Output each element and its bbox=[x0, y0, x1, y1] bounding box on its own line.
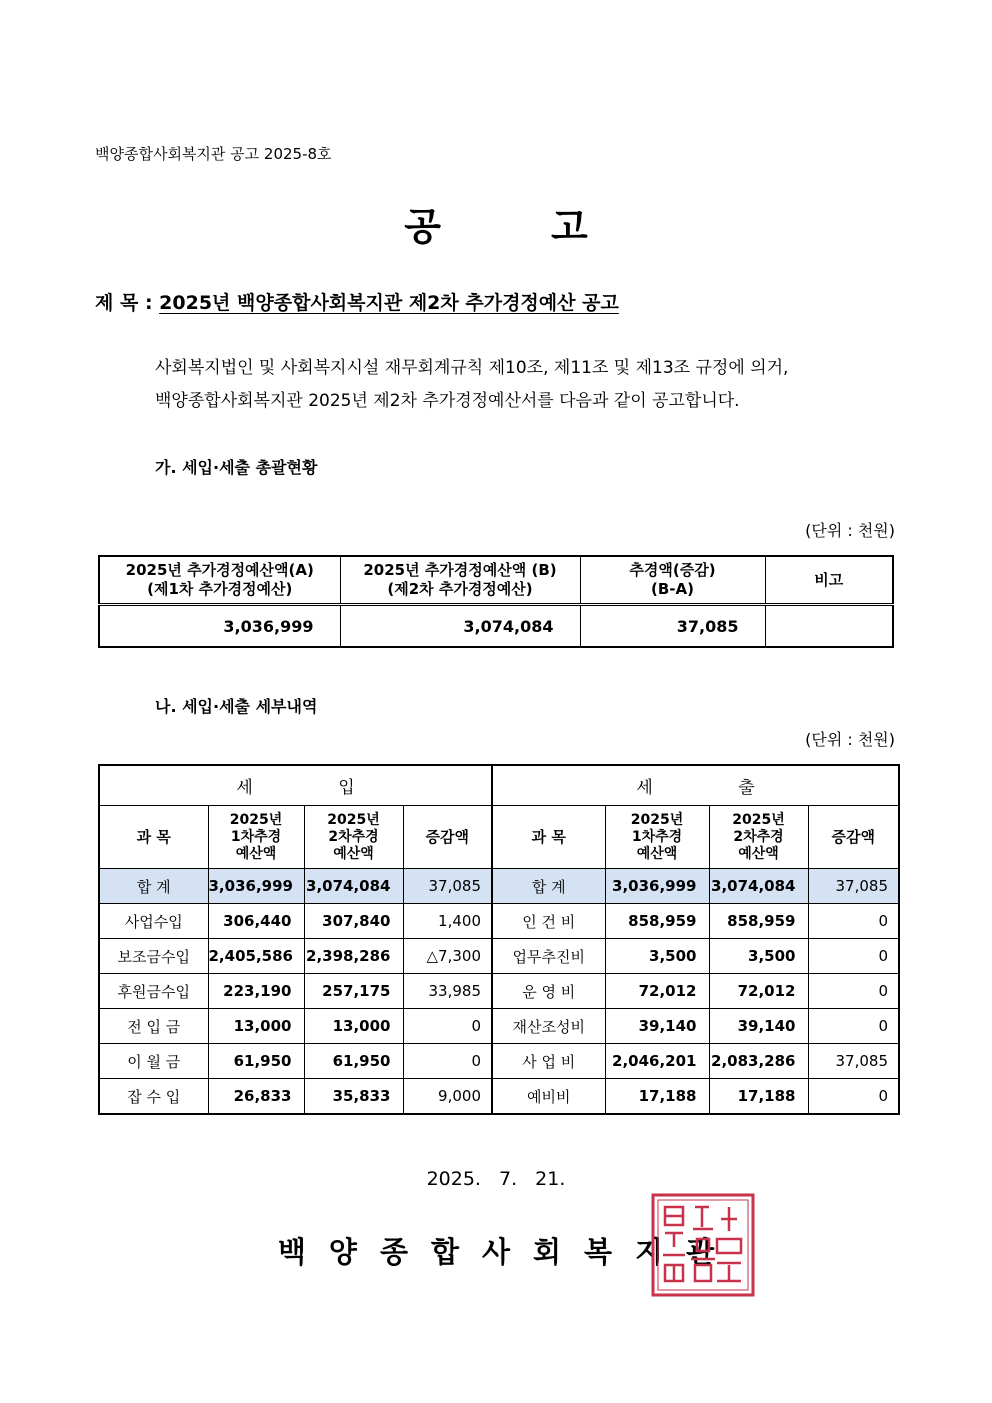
expense-difference: 37,085 bbox=[808, 1044, 899, 1079]
section-b-unit: (단위 : 천원) bbox=[805, 730, 895, 749]
revenue-difference: 0 bbox=[403, 1009, 492, 1044]
summary-value-b: 3,074,084 bbox=[340, 605, 580, 648]
revenue-2nd-budget: 35,833 bbox=[304, 1079, 403, 1115]
expense-2nd-budget: 2,083,286 bbox=[709, 1044, 808, 1079]
expense-category: 운 영 비 bbox=[492, 974, 605, 1009]
expense-2nd-budget: 858,959 bbox=[709, 904, 808, 939]
revenue-category: 보조금수입 bbox=[99, 939, 208, 974]
expense-1st-budget: 2,046,201 bbox=[605, 1044, 709, 1079]
expense-difference: 0 bbox=[808, 904, 899, 939]
summary-value-diff: 37,085 bbox=[580, 605, 765, 648]
section-a-unit: (단위 : 천원) bbox=[805, 521, 895, 540]
revenue-2nd-budget: 2,398,286 bbox=[304, 939, 403, 974]
summary-header-diff: 추경액(증감) (B-A) bbox=[580, 556, 765, 605]
revenue-difference: 1,400 bbox=[403, 904, 492, 939]
revenue-difference: △7,300 bbox=[403, 939, 492, 974]
expense-1st-budget: 3,036,999 bbox=[605, 869, 709, 904]
summary-header-a: 2025년 추가경정예산액(A) (제1차 추가경정예산) bbox=[99, 556, 340, 605]
detail-title-row bbox=[99, 765, 899, 806]
revenue-category: 사업수입 bbox=[99, 904, 208, 939]
expense-difference: 0 bbox=[808, 1079, 899, 1115]
expense-title: 세 출 bbox=[492, 765, 899, 806]
expense-1st-budget: 3,500 bbox=[605, 939, 709, 974]
expense-2nd-budget: 39,140 bbox=[709, 1009, 808, 1044]
revenue-difference: 37,085 bbox=[403, 869, 492, 904]
revenue-1st-budget: 61,950 bbox=[208, 1044, 304, 1079]
expense-col2-header: 2025년 2차추경 예산액 bbox=[709, 806, 808, 869]
revenue-1st-budget: 3,036,999 bbox=[208, 869, 304, 904]
total-row bbox=[99, 869, 899, 904]
revenue-category: 전 입 금 bbox=[99, 1009, 208, 1044]
revenue-category: 후원금수입 bbox=[99, 974, 208, 1009]
table-row bbox=[99, 1079, 899, 1115]
revenue-2nd-budget: 61,950 bbox=[304, 1044, 403, 1079]
section-a-heading: 가. 세입·세출 총괄현황 bbox=[155, 458, 318, 477]
revenue-1st-budget: 13,000 bbox=[208, 1009, 304, 1044]
subject-line bbox=[95, 288, 619, 315]
expense-diff-header: 증감액 bbox=[808, 806, 899, 869]
expense-category: 재산조성비 bbox=[492, 1009, 605, 1044]
table-row bbox=[99, 904, 899, 939]
revenue-category: 잡 수 입 bbox=[99, 1079, 208, 1115]
subject-label: 제 목 : bbox=[95, 292, 153, 314]
page-title: 공고 bbox=[404, 205, 698, 249]
expense-category: 합 계 bbox=[492, 869, 605, 904]
revenue-category-header: 과 목 bbox=[99, 806, 208, 869]
revenue-1st-budget: 26,833 bbox=[208, 1079, 304, 1115]
revenue-category: 합 계 bbox=[99, 869, 208, 904]
summary-header-b: 2025년 추가경정예산액 (B) (제2차 추가경정예산) bbox=[340, 556, 580, 605]
notice-number: 백양종합사회복지관 공고 2025-8호 bbox=[95, 145, 332, 163]
expense-category: 사 업 비 bbox=[492, 1044, 605, 1079]
expense-2nd-budget: 3,074,084 bbox=[709, 869, 808, 904]
notice-date: 2025. 7. 21. bbox=[426, 1168, 566, 1190]
expense-1st-budget: 72,012 bbox=[605, 974, 709, 1009]
expense-category: 업무추진비 bbox=[492, 939, 605, 974]
expense-2nd-budget: 72,012 bbox=[709, 974, 808, 1009]
expense-category: 예비비 bbox=[492, 1079, 605, 1115]
expense-1st-budget: 39,140 bbox=[605, 1009, 709, 1044]
summary-value-row bbox=[99, 605, 893, 648]
expense-difference: 37,085 bbox=[808, 869, 899, 904]
expense-difference: 0 bbox=[808, 939, 899, 974]
body-paragraph bbox=[155, 352, 895, 418]
table-row bbox=[99, 939, 899, 974]
revenue-col1-header: 2025년 1차추경 예산액 bbox=[208, 806, 304, 869]
revenue-difference: 0 bbox=[403, 1044, 492, 1079]
body-line-1: 사회복지법인 및 사회복지시설 재무회계규칙 제10조, 제11조 및 제13조 규정에 의거, bbox=[155, 358, 789, 378]
revenue-col2-header: 2025년 2차추경 예산액 bbox=[304, 806, 403, 869]
revenue-difference: 33,985 bbox=[403, 974, 492, 1009]
revenue-1st-budget: 306,440 bbox=[208, 904, 304, 939]
body-line-2: 백양종합사회복지관 2025년 제2차 추가경정예산서를 다음과 같이 공고합니다. bbox=[155, 391, 740, 411]
detail-header-row bbox=[99, 806, 899, 869]
summary-value-a: 3,036,999 bbox=[99, 605, 340, 648]
revenue-category: 이 월 금 bbox=[99, 1044, 208, 1079]
revenue-1st-budget: 2,405,586 bbox=[208, 939, 304, 974]
summary-table bbox=[98, 555, 894, 648]
table-row bbox=[99, 1009, 899, 1044]
expense-difference: 0 bbox=[808, 974, 899, 1009]
detail-table bbox=[98, 764, 900, 1115]
expense-2nd-budget: 17,188 bbox=[709, 1079, 808, 1115]
subject-text: 2025년 백양종합사회복지관 제2차 추가경정예산 공고 bbox=[159, 292, 619, 314]
revenue-2nd-budget: 257,175 bbox=[304, 974, 403, 1009]
expense-1st-budget: 858,959 bbox=[605, 904, 709, 939]
revenue-2nd-budget: 3,074,084 bbox=[304, 869, 403, 904]
revenue-2nd-budget: 307,840 bbox=[304, 904, 403, 939]
table-row bbox=[99, 974, 899, 1009]
expense-1st-budget: 17,188 bbox=[605, 1079, 709, 1115]
summary-header-row bbox=[99, 556, 893, 605]
summary-header-note: 비고 bbox=[765, 556, 893, 605]
expense-category: 인 건 비 bbox=[492, 904, 605, 939]
revenue-1st-budget: 223,190 bbox=[208, 974, 304, 1009]
section-b-heading: 나. 세입·세출 세부내역 bbox=[155, 697, 318, 716]
table-row bbox=[99, 1044, 899, 1079]
official-seal bbox=[651, 1193, 755, 1297]
revenue-2nd-budget: 13,000 bbox=[304, 1009, 403, 1044]
revenue-difference: 9,000 bbox=[403, 1079, 492, 1115]
summary-value-note bbox=[765, 605, 893, 648]
expense-difference: 0 bbox=[808, 1009, 899, 1044]
organization-name: 백양종합사회복지관 bbox=[277, 1235, 738, 1269]
expense-2nd-budget: 3,500 bbox=[709, 939, 808, 974]
revenue-title: 세 입 bbox=[99, 765, 492, 806]
expense-category-header: 과 목 bbox=[492, 806, 605, 869]
expense-col1-header: 2025년 1차추경 예산액 bbox=[605, 806, 709, 869]
revenue-diff-header: 증감액 bbox=[403, 806, 492, 869]
